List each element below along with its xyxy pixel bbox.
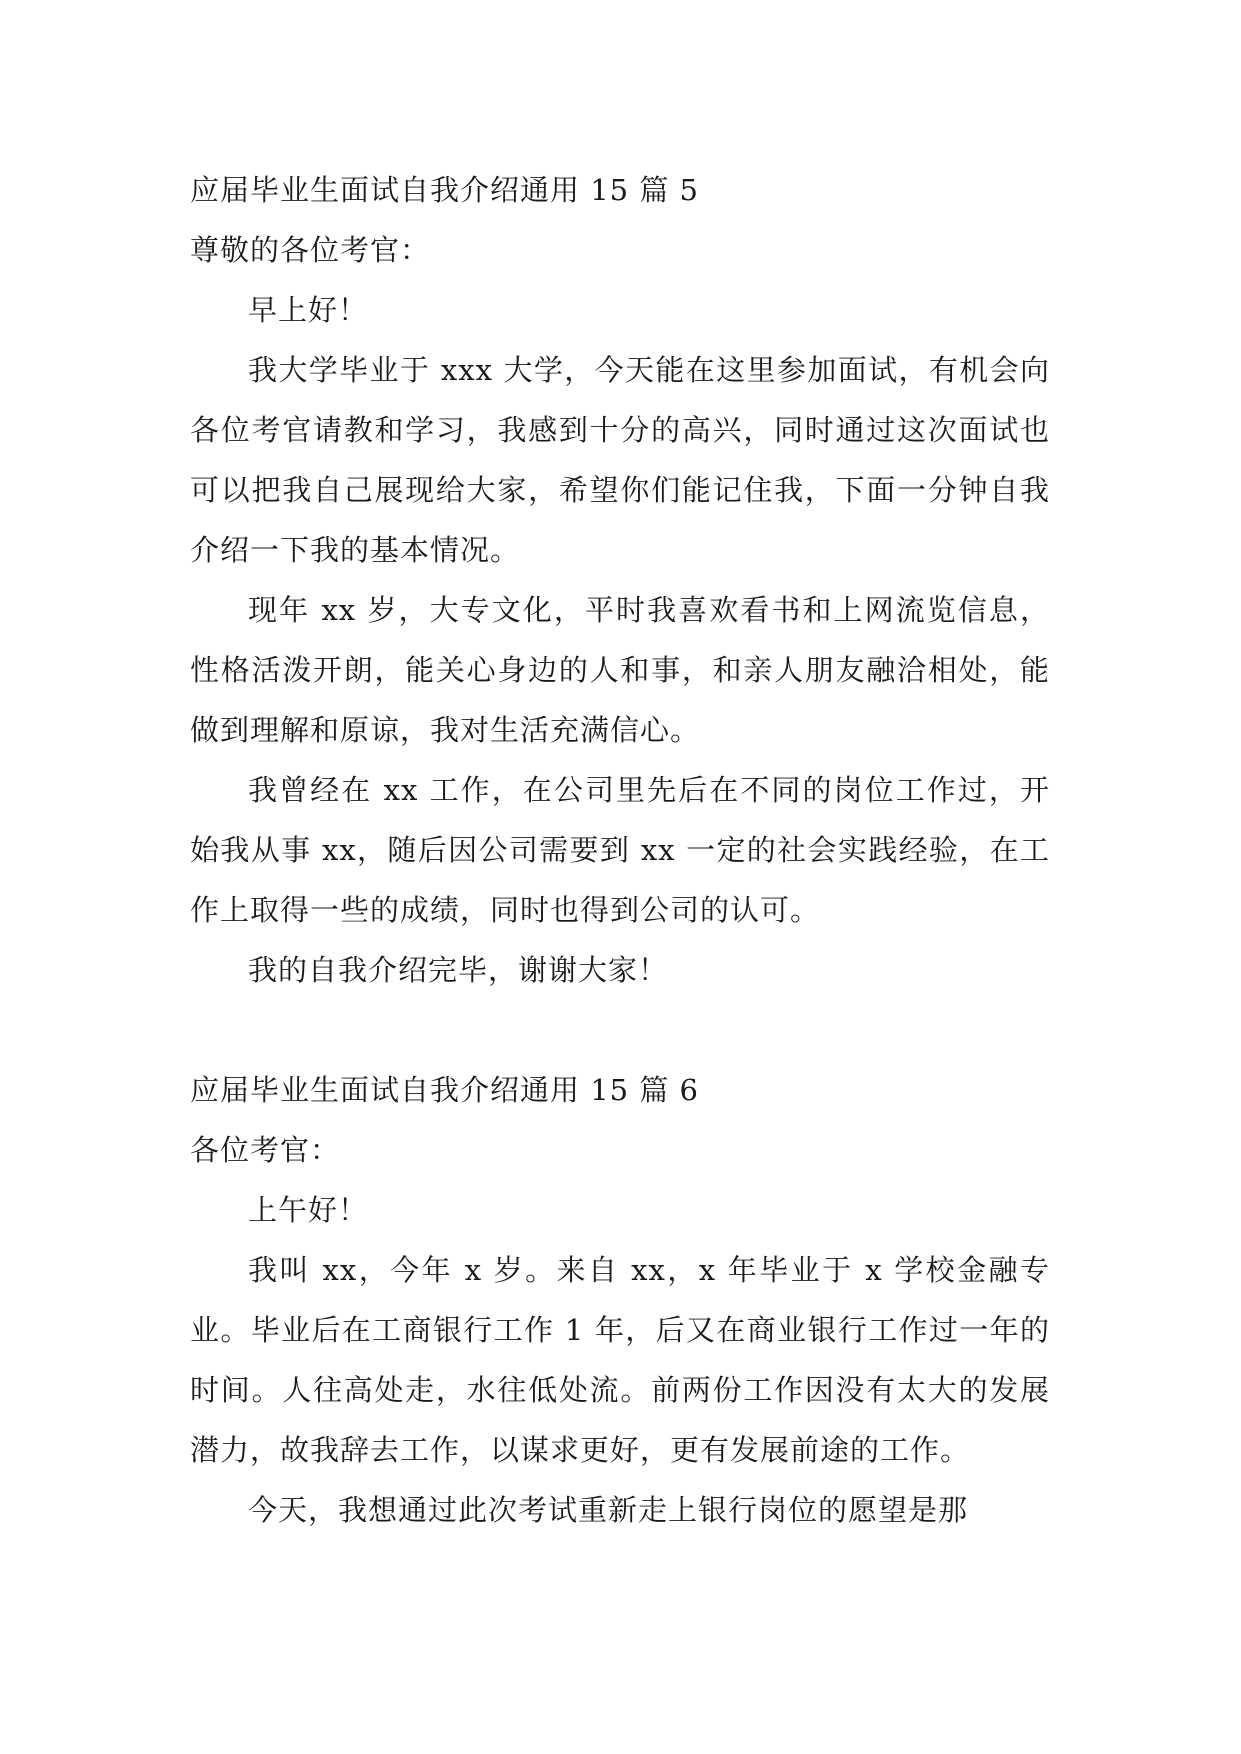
greeting-paragraph: 早上好！ bbox=[248, 293, 369, 327]
document-body bbox=[190, 160, 1050, 1540]
section-spacer bbox=[190, 1000, 1050, 1060]
body-paragraph: 今天，我想通过此次考试重新走上银行岗位的愿望是那 bbox=[248, 1493, 969, 1527]
greeting-paragraph: 上午好！ bbox=[248, 1193, 369, 1227]
closing-paragraph: 我的自我介绍完毕，谢谢大家！ bbox=[248, 953, 669, 987]
body-paragraph: 我叫 xx，今年 x 岁。来自 xx，x 年毕业于 x 学校金融专业。毕业后在工商银行工作 1 年，后又在商业银行工作过一年的时间。人往高处走，水往低处流。前两份工作因没有太大的发展潜力，故我辞去工作，以谋求更好，更有发展前途的工作。 bbox=[190, 1253, 1050, 1467]
body-paragraph: 我曾经在 xx 工作，在公司里先后在不同的岗位工作过，开始我从事 xx，随后因公司需要到 xx 一定的社会实践经验，在工作上取得一些的成绩，同时也得到公司的认可。 bbox=[190, 773, 1050, 927]
salutation: 各位考官： bbox=[190, 1133, 341, 1167]
section-heading: 应届毕业生面试自我介绍通用 15 篇 6 bbox=[190, 1073, 700, 1107]
section-heading: 应届毕业生面试自我介绍通用 15 篇 5 bbox=[190, 173, 700, 207]
salutation: 尊敬的各位考官： bbox=[190, 233, 431, 267]
section-6 bbox=[190, 1060, 1050, 1540]
body-paragraph: 现年 xx 岁，大专文化，平时我喜欢看书和上网流览信息，性格活泼开朗，能关心身边的人和事，和亲人朋友融洽相处，能做到理解和原谅，我对生活充满信心。 bbox=[190, 593, 1050, 747]
body-paragraph: 我大学毕业于 xxx 大学，今天能在这里参加面试，有机会向各位考官请教和学习，我感到十分的高兴，同时通过这次面试也可以把我自己展现给大家，希望你们能记住我，下面一分钟自我介绍一下我的基本情况。 bbox=[190, 353, 1050, 567]
section-5 bbox=[190, 160, 1050, 1000]
